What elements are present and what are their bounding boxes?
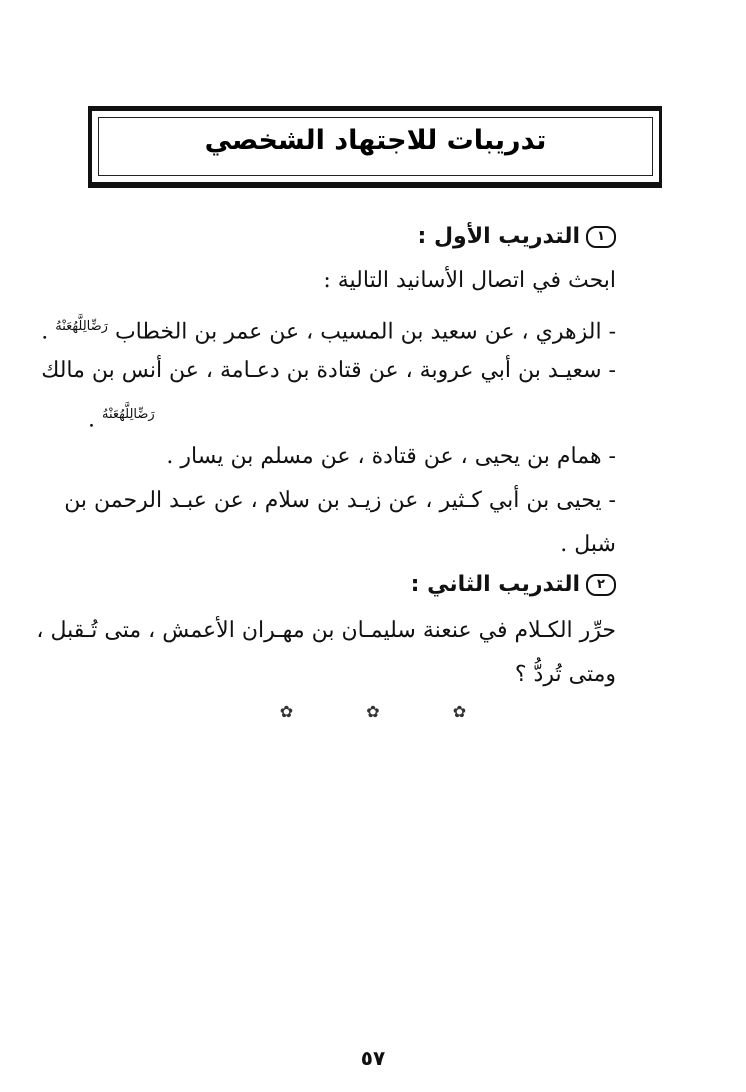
page-number: ٥٧ [360, 1046, 386, 1070]
chain-2: - سعيـد بن أبي عروبة ، عن قتادة بن دعـامة ، عن أنس بن مالك [41, 358, 616, 383]
chain-1 [41, 312, 616, 347]
exercise-2-line-2: ومتى تُردُّ ؟ [514, 662, 616, 687]
honorific-glyph: رَضِّالِلَّهُعَنْهُ [55, 319, 108, 334]
flower-ornament-icon: ✿ [366, 702, 380, 721]
exercise-1-instruction: ابحث في اتصال الأسانيد التالية : [323, 268, 616, 293]
flower-ornament-icon: ✿ [452, 702, 467, 721]
chain-4: - يحيى بن أبي كـثير ، عن زيـد بن سلام ، عن عبـد الرحمن بن [64, 488, 616, 513]
chain-2-continuation [88, 400, 155, 435]
chain-1-text: - الزهري ، عن سعيد بن المسيب ، عن عمر بن الخطاب [114, 319, 616, 345]
flower-ornament-icon: ✿ [279, 702, 294, 721]
exercise-1-number-badge: ١ [586, 226, 616, 248]
chain-3: - همام بن يحيى ، عن قتادة ، عن مسلم بن يسار . [166, 444, 616, 469]
chain-2-end: . [88, 407, 95, 433]
honorific-glyph: رَضِّالِلَّهُعَنْهُ [102, 407, 155, 422]
section-ornaments [0, 702, 746, 721]
chain-1-end: . [41, 319, 49, 345]
exercise-2-line-1: حرِّر الكـلام في عنعنة سليمـان بن مهـران الأعمش ، متى تُـقبل ، [36, 618, 616, 643]
exercise-2-heading-text: التدريب الثاني : [410, 572, 580, 597]
page-title: تدريبات للاجتهاد الشخصي [204, 125, 547, 156]
exercise-1-heading [417, 222, 616, 252]
chain-4-continuation: شبل . [560, 532, 616, 557]
exercise-1-heading-text: التدريب الأول : [417, 224, 580, 249]
exercise-2-heading [411, 570, 616, 600]
title-frame [88, 106, 662, 188]
exercise-2-number-badge: ٢ [586, 574, 616, 596]
